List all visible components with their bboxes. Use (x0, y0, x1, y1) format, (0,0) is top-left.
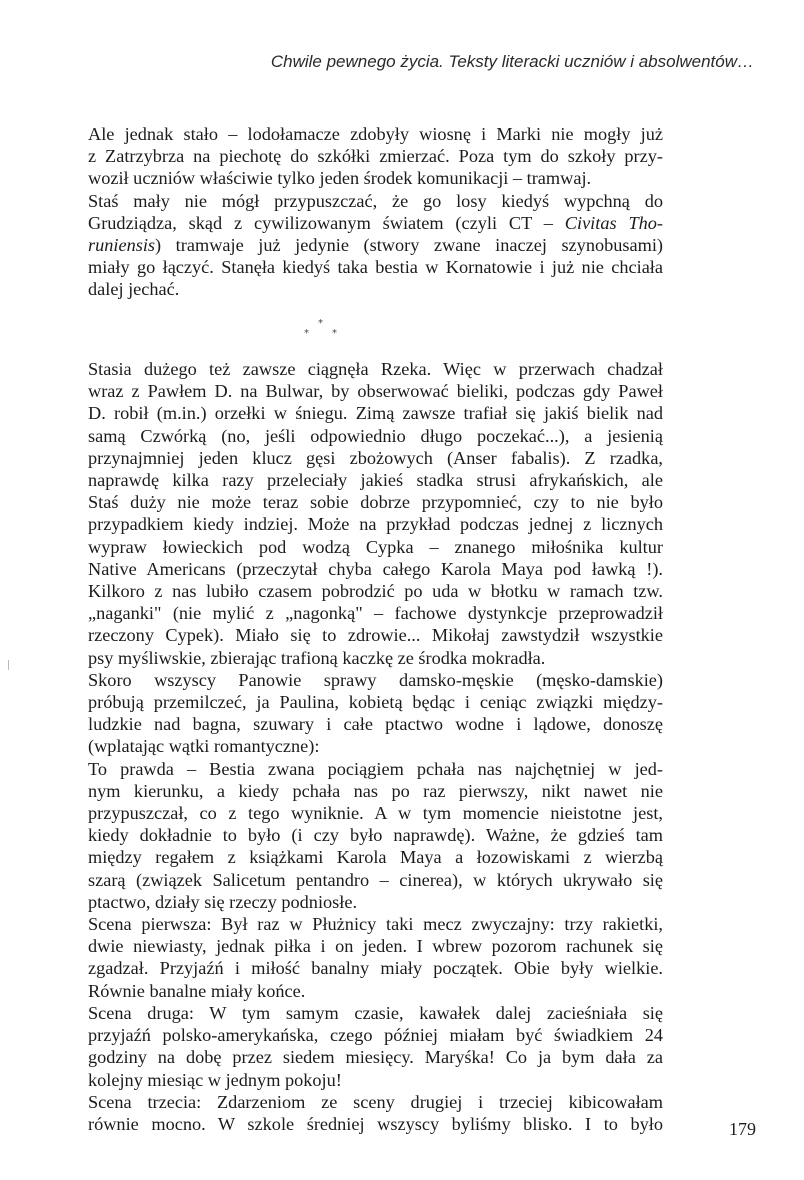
paragraph (88, 913, 663, 1002)
text-line: nym kierunku, a kiedy pchała nas po raz pierwszy, nikt nawet nie (88, 780, 663, 801)
text-line: Skoro wszyscy Panowie sprawy damsko-męskie (męsko-damskie) (88, 669, 663, 690)
text-line: miały go łączyć. Stanęła kiedyś taka bestia w Kornatowie i już nie chciała (88, 257, 663, 278)
text-line: Równie banalne miały końce. (88, 980, 306, 1001)
text-line: próbują przemilczeć, ja Paulina, kobietą będąc i ceniąc związki między- (88, 692, 663, 713)
paragraph (88, 358, 663, 669)
text-line: przypuszczał, co z tego wyniknie. A w tym momencie nieistotne jest, (88, 803, 663, 824)
text-line: wypraw łowieckich pod wodzą Cypka – znanego miłośnika kultur (88, 536, 663, 557)
text-block-2 (88, 358, 663, 1135)
text-line: zgadzał. Przyjaźń i miłość banalny miały początek. Obie były wielkie. (88, 958, 663, 979)
text-line: D. robił (m.in.) orzełki w śniegu. Zimą zawsze trafiał się jakiś bielik nad (88, 403, 663, 424)
text-line: równie mocno. W szkole średniej wszyscy byliśmy blisko. I to było (88, 1113, 663, 1134)
text-line: Scena pierwsza: Był raz w Płużnicy taki mecz zwyczajny: trzy rakietki, (88, 914, 663, 935)
text-block-1 (88, 123, 663, 301)
asterisk-glyph: * (318, 318, 323, 329)
asterisk-glyph: * (332, 328, 337, 339)
paragraph (88, 1002, 663, 1091)
text-line: Scena druga: W tym samym czasie, kawałek dalej zacieśniała się (88, 1002, 663, 1023)
text-line: szarą (związek Salicetum pentandro – cinerea), w których ukrywało się (88, 869, 663, 890)
text-line: runiensis) tramwaje już jedynie (stwory zwane inaczej szynobusami) (88, 235, 663, 256)
text-line: przyjaźń polsko-amerykańska, czego później miałam być świadkiem 24 (88, 1025, 663, 1046)
text-line: przynajmniej jeden klucz gęsi zbożowych (Anser fabalis). Z rzadka, (88, 447, 663, 468)
margin-mark (8, 660, 9, 670)
text-line: rzeczony Cypek). Miało się to zdrowie... Mikołaj zawstydził wszystkie (88, 625, 663, 646)
text-line: dwie niewiasty, jednak piłka i on jeden. I wbrew pozorom rachunek się (88, 936, 663, 957)
text-line: ludzkie nad bagna, szuwary i całe ptactwo wodne i lądowe, donoszę (88, 714, 663, 735)
text-line: z Zatrzybrza na piechotę do szkółki zmierzać. Poza tym do szkoły przy- (88, 146, 663, 167)
text-line: przypadkiem kiedy indziej. Może na przykład podczas jednej z licznych (88, 514, 663, 535)
running-head: Chwile pewnego życia. Teksty literacki uczniów i absolwentów… (270, 52, 754, 71)
paragraph (88, 123, 663, 190)
text-line: samą Czwórką (no, jeśli odpowiednio długo poczekać...), a jesienią (88, 425, 663, 446)
text-line: Kilkoro z nas lubiło czasem pobrodzić po uda w błotku w ramach tzw. (88, 581, 663, 602)
text-line: „naganki" (nie mylić z „nagonką" – fachowe dystynkcje przeprowadził (88, 603, 663, 624)
text-line: Ale jednak stało – lodołamacze zdobyły wiosnę i Marki nie mogły już (88, 124, 663, 144)
text-line: Staś duży nie może teraz sobie dobrze przypomnieć, czy to nie było (88, 492, 663, 513)
text-line: między regałem z książkami Karola Maya a łozowiskami z wierzbą (88, 847, 663, 868)
text-line: Grudziądza, skąd z cywilizowanym światem (czyli CT – Civitas Tho- (88, 212, 663, 233)
asterisk-glyph: * (304, 328, 309, 339)
text-line: ptactwo, działy się rzeczy podniosłe. (88, 891, 358, 912)
paragraph (88, 669, 663, 758)
paragraph (88, 758, 663, 913)
text-line: woził uczniów właściwie tylko jeden środek komunikacji – tramwaj. (88, 168, 592, 189)
text-line: kiedy dokładnie to było (i czy było naprawdę). Ważne, że gdzieś tam (88, 825, 663, 846)
section-separator (290, 318, 350, 348)
text-line: psy myśliwskie, zbierając trafioną kaczkę ze środka mokradła. (88, 647, 546, 668)
text-line: godziny na dobę przez siedem miesięcy. Maryśka! Co ja bym dała za (88, 1047, 663, 1068)
text-line: (wplatając wątki romantyczne): (88, 736, 320, 757)
text-line: Native Americans (przeczytał chyba całego Karola Maya pod ławką !). (88, 558, 663, 579)
page-number: 179 (729, 1119, 756, 1139)
text-line: dalej jechać. (88, 279, 180, 300)
paragraph (88, 1091, 663, 1135)
text-line: Staś mały nie mógł przypuszczać, że go losy kiedyś wypchną do (88, 190, 663, 211)
text-line: naprawdę kilka razy przeleciały jakieś stadka strusi afrykańskich, ale (88, 470, 663, 491)
text-line: kolejny miesiąc w jednym pokoju! (88, 1069, 342, 1090)
paragraph (88, 190, 663, 301)
text-line: To prawda – Bestia zwana pociągiem pchała nas najchętniej w jed- (88, 758, 663, 779)
text-line: wraz z Pawłem D. na Bulwar, by obserwować bieliki, podczas gdy Paweł (88, 381, 663, 402)
text-line: Scena trzecia: Zdarzeniom ze sceny drugiej i trzeciej kibicowałam (88, 1091, 663, 1112)
text-line: Stasia dużego też zawsze ciągnęła Rzeka. Więc w przerwach chadzał (88, 359, 663, 379)
